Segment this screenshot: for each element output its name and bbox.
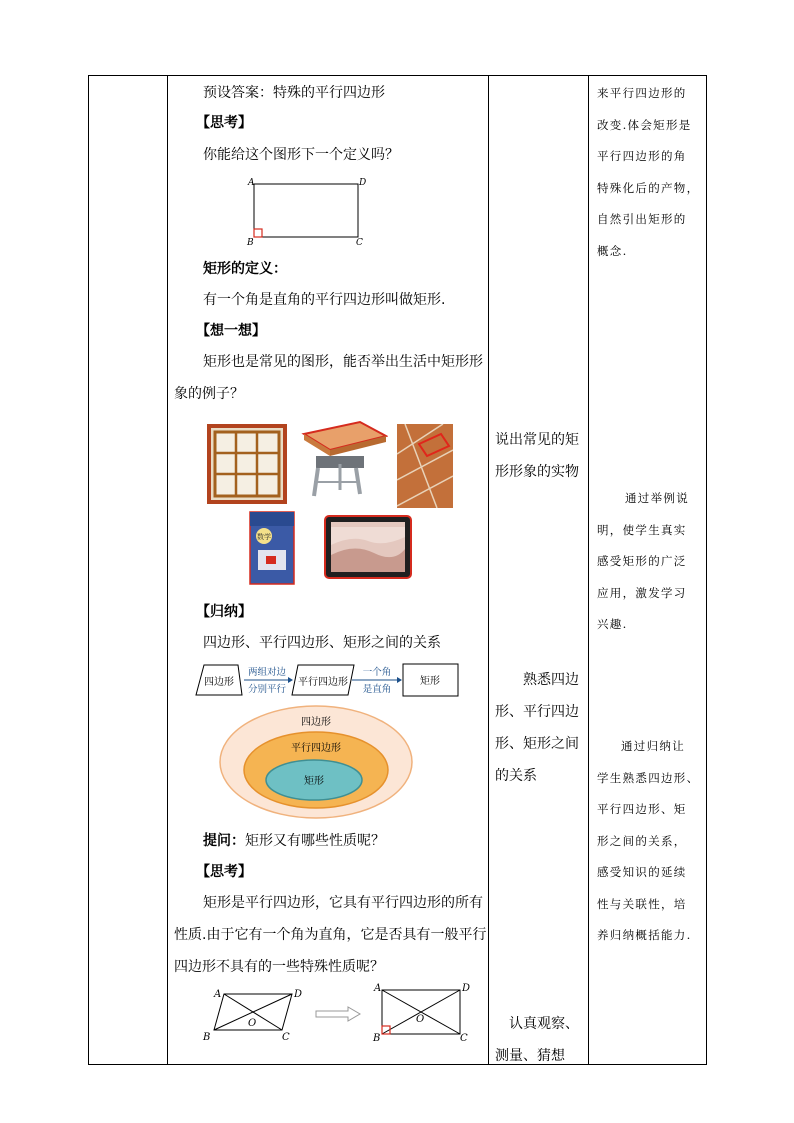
student-activity-1-line-2: 形形象的实物 (495, 464, 579, 480)
student-activity-3 (495, 1008, 579, 1072)
para-label-d: D (294, 989, 303, 1000)
preset-answer: 预设答案：特殊的平行四边形 (203, 85, 385, 101)
book-photo (248, 510, 296, 586)
para-label-a: A (214, 989, 222, 1000)
venn-outer-label: 四边形 (301, 717, 331, 728)
flow-para-label: 平行四边形 (298, 677, 348, 688)
student-activity-1-line-1: 说出常见的矩 (495, 432, 579, 448)
summary-heading: 【归纳】 (196, 604, 252, 620)
design-intent-2-line-2: 明，使学生真实 (597, 522, 687, 537)
table-col-divider-2 (488, 75, 489, 1065)
flow-condition-2-bottom: 是直角 (362, 684, 392, 695)
para-label-b: B (203, 1032, 211, 1043)
design-intent-2 (597, 483, 689, 641)
design-intent-3-line-6: 性与关联性，培 (597, 896, 687, 911)
table-top-border (88, 75, 707, 76)
design-intent-1-line-5: 自然引出矩形的 (597, 212, 687, 226)
think-about-line-1: 矩形也是常见的图形，能否举出生活中矩形形 (203, 354, 483, 370)
rect2-label-d: D (462, 983, 471, 994)
tablet-photo (324, 515, 412, 579)
venn-inner-label: 矩形 (304, 776, 324, 787)
rect2-label-b: B (373, 1033, 381, 1044)
think2-line-1: 矩形是平行四边形，它具有平行四边形的所有 (203, 895, 483, 911)
think-question-1: 你能给这个图形下一个定义吗？ (203, 147, 399, 163)
transform-arrow-icon (314, 1004, 362, 1024)
design-intent-3-line-3: 平行四边形、矩 (597, 802, 687, 816)
rectangle-abcd-figure (240, 172, 380, 250)
flow-quad-label: 四边形 (204, 677, 234, 688)
table-col-divider-3 (588, 75, 589, 1065)
question-text: 矩形又有哪些性质呢？ (245, 833, 385, 849)
student-activity-1 (495, 424, 579, 488)
student-activity-3-line-1: 认真观察、 (509, 1016, 579, 1032)
vertex-label-a: A (248, 178, 255, 188)
student-activity-2-line-4: 的关系 (495, 768, 537, 784)
table-right-border (706, 75, 707, 1065)
think2-line-2: 性质.由于它有一个角为直角，它是否具有一般平行 (174, 927, 487, 943)
design-intent-3-line-2: 学生熟悉四边形、 (597, 770, 700, 785)
parallelogram-figure (198, 984, 310, 1046)
think-heading-1: 【思考】 (196, 115, 252, 131)
question-line (203, 831, 385, 851)
design-intent-2-line-1: 通过举例说 (625, 491, 689, 505)
design-intent-1-line-3: 平行四边形的角 (597, 149, 687, 163)
student-activity-2-line-3: 形、矩形之间 (495, 736, 579, 752)
relationship-flow-diagram (192, 660, 464, 700)
design-intent-3-line-5: 感受知识的延续 (597, 865, 687, 879)
desk-photo (300, 418, 388, 500)
think-about-heading: 【想一想】 (196, 323, 266, 339)
table-left-border (88, 75, 89, 1065)
book-title-text: 数学 (257, 533, 271, 541)
rectangle-diagonals-figure (370, 980, 474, 1046)
para-label-o: O (248, 1018, 257, 1029)
design-intent-1-line-1: 来平行四边形的 (597, 86, 687, 100)
venn-diagram (218, 704, 414, 820)
design-intent-1-line-6: 概念. (597, 243, 628, 258)
flow-rect-label: 矩形 (420, 676, 440, 687)
para-label-c: C (282, 1032, 290, 1043)
flow-condition-1-top: 两组对边 (247, 667, 287, 678)
design-intent-1-line-4: 特殊化后的产物， (597, 180, 700, 195)
table-bottom-border (88, 1064, 707, 1065)
design-intent-2-line-3: 感受矩形的广泛 (597, 554, 687, 568)
student-activity-2-line-2: 形、平行四边 (495, 704, 579, 720)
design-intent-2-line-5: 兴趣. (597, 617, 628, 631)
venn-middle-label: 平行四边形 (291, 743, 341, 754)
vertex-label-d: D (359, 178, 367, 188)
flow-condition-1-bottom: 分别平行 (247, 684, 287, 695)
vertex-label-b: B (247, 238, 254, 248)
table-col-divider-1 (167, 75, 168, 1065)
flow-condition-2-top: 一个角 (362, 667, 392, 678)
think-about-line-2: 象的例子？ (174, 386, 244, 402)
design-intent-3-line-7: 养归纳概括能力. (597, 928, 692, 942)
window-photo (207, 424, 287, 504)
vertex-label-c: C (356, 238, 363, 248)
definition-text: 有一个角是直角的平行四边形叫做矩形. (203, 292, 446, 308)
definition-heading: 矩形的定义： (203, 261, 287, 277)
think-heading-2: 【思考】 (196, 864, 252, 880)
student-activity-2-line-1: 熟悉四边 (523, 672, 579, 688)
rect2-label-c: C (460, 1033, 468, 1044)
design-intent-2-line-4: 应用，激发学习 (597, 585, 687, 600)
question-label: 提问： (203, 833, 245, 849)
student-activity-3-line-2: 测量、猜想 (495, 1048, 565, 1064)
floor-tiles-photo (397, 424, 453, 508)
design-intent-3 (597, 731, 699, 952)
rect2-label-a: A (374, 983, 382, 994)
design-intent-1 (597, 78, 699, 267)
design-intent-3-line-1: 通过归纳让 (621, 739, 685, 753)
student-activity-2 (495, 664, 579, 792)
right-angle-marker (254, 229, 262, 237)
think2-line-3: 四边形不具有的一些特殊性质呢？ (174, 959, 384, 975)
design-intent-1-line-2: 改变.体会矩形是 (597, 117, 692, 132)
summary-text: 四边形、平行四边形、矩形之间的关系 (203, 635, 441, 651)
design-intent-3-line-4: 形之间的关系， (597, 833, 687, 848)
rect2-label-o: O (416, 1014, 425, 1025)
